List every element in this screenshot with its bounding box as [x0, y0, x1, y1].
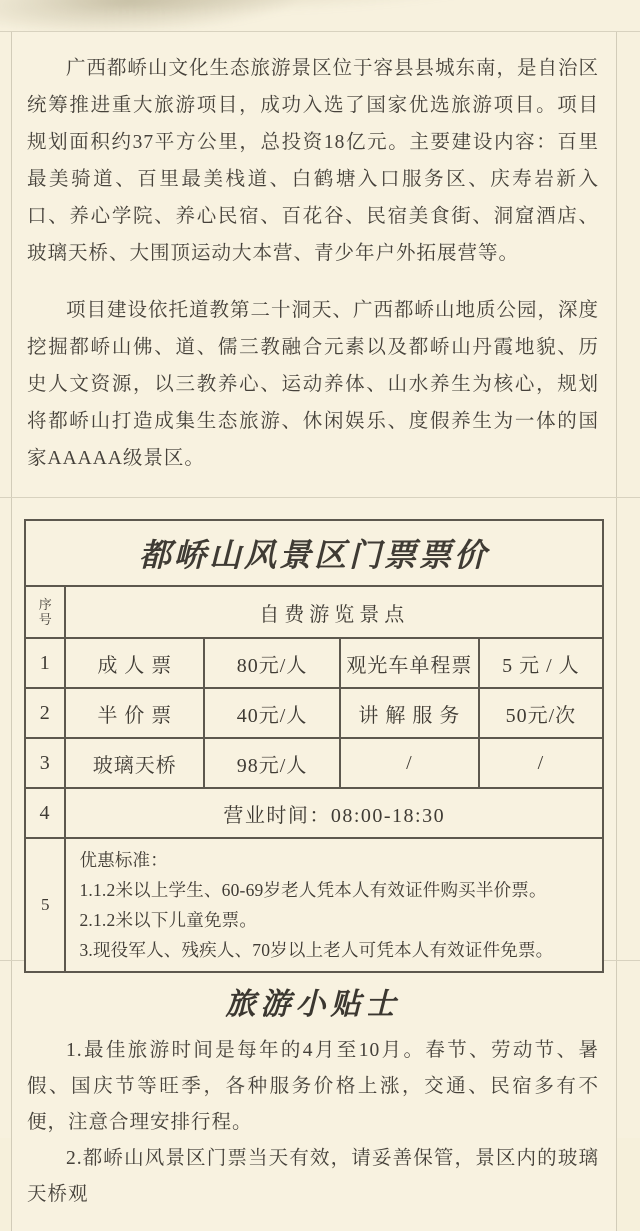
service-price: 5 元 / 人 — [479, 638, 603, 688]
discount-policy — [65, 838, 603, 972]
tip-paragraph-1: 1.最佳旅游时间是每年的4月至10月。春节、劳动节、暑假、国庆节等旺季，各种服务价格上涨，交通、民宿多有不便，注意合理安排行程。 — [27, 1040, 599, 1133]
travel-tips-section — [12, 973, 616, 1213]
index-column-header: 序号 — [38, 597, 52, 627]
price-table-title: 都峤山风景区门票票价 — [25, 520, 603, 586]
price-table-header-row — [25, 586, 603, 638]
business-hours: 营业时间：08:00-18:30 — [65, 788, 603, 838]
discount-item: 1.1.2米以上学生、60-69岁老人凭本人有效证件购买半价票。 — [79, 880, 547, 900]
business-hours-row — [25, 788, 603, 838]
service-item: 观光车单程票 — [340, 638, 479, 688]
row-index: 1 — [25, 638, 65, 688]
ticket-type: 半 价 票 — [65, 688, 204, 738]
price-table-section — [12, 519, 616, 973]
discount-item: 3.现役军人、残疾人、70岁以上老人可凭本人有效证件免票。 — [79, 940, 554, 960]
document-content — [12, 31, 616, 1213]
ticket-price: 98元/人 — [204, 738, 340, 788]
row-index: 3 — [25, 738, 65, 788]
ticket-type: 玻璃天桥 — [65, 738, 204, 788]
service-item: 讲 解 服 务 — [340, 688, 479, 738]
table-row — [25, 688, 603, 738]
service-item: / — [340, 738, 479, 788]
travel-tips-title: 旅游小贴士 — [225, 988, 401, 1021]
discount-heading: 优惠标准： — [79, 850, 168, 870]
intro-paragraph-2: 项目建设依托道教第二十洞天、广西都峤山地质公园，深度挖掘都峤山佛、道、儒三教融合元素以及都峤山丹霞地貌、历史人文资源，以三教养心、运动养体、山水养生为核心，规划将都峤山打造成集生态旅游、休闲娱乐、度假养生为一体的国家AAAAA级景区。 — [27, 300, 600, 469]
row-index: 2 — [25, 688, 65, 738]
intro-section — [12, 31, 616, 477]
row-index: 4 — [25, 788, 65, 838]
tip-paragraph-2: 2.都峤山风景区门票当天有效，请妥善保管，景区内的玻璃天桥观 — [27, 1148, 599, 1205]
index-column-header-cell — [25, 586, 65, 638]
ticket-price: 40元/人 — [204, 688, 340, 738]
table-row — [25, 738, 603, 788]
discount-item: 2.1.2米以下儿童免票。 — [79, 910, 258, 930]
price-table-title-row — [25, 520, 603, 586]
discount-policy-row — [25, 838, 603, 972]
table-row — [25, 638, 603, 688]
row-index: 5 — [25, 838, 65, 972]
price-table — [24, 519, 604, 973]
intro-paragraph-1: 广西都峤山文化生态旅游景区位于容县县城东南，是自治区统筹推进重大旅游项目，成功入选了国家优选旅游项目。项目规划面积约37平方公里，总投资18亿元。主要建设内容：百里最美骑道、百里最美栈道、白鹤塘入口服务区、庆寿岩新入口、养心学院、养心民宿、百花谷、民宿美食街、洞窟酒店、玻璃天桥、大围顶运动大本营、青少年户外拓展营等。 — [27, 58, 600, 264]
ticket-price: 80元/人 — [204, 638, 340, 688]
section-header: 自费游览景点 — [65, 586, 603, 638]
ticket-type: 成 人 票 — [65, 638, 204, 688]
service-price: / — [479, 738, 603, 788]
service-price: 50元/次 — [479, 688, 603, 738]
